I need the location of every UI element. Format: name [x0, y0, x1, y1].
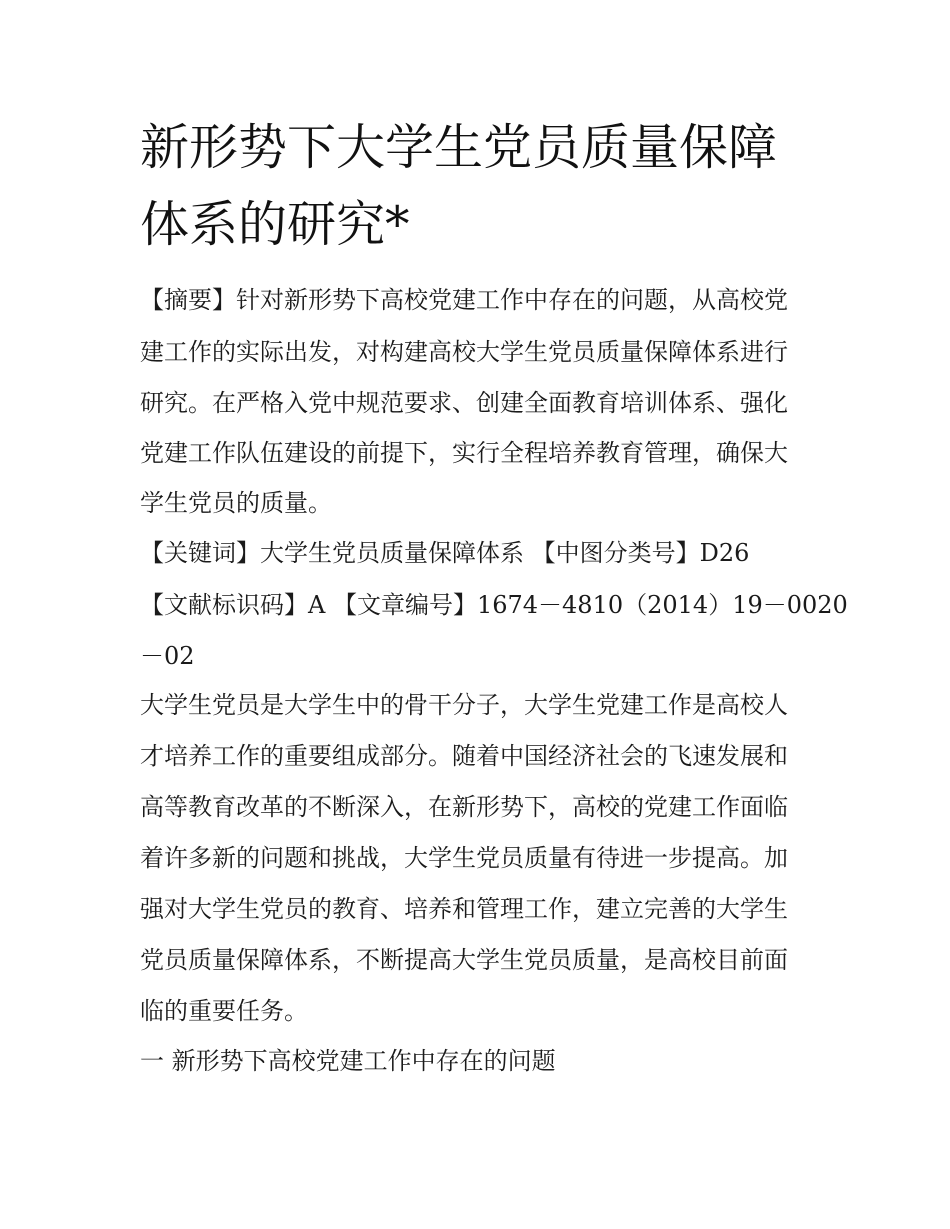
intro-line-3: 高等教育改革的不断深入，在新形势下，高校的党建工作面临 — [140, 793, 788, 821]
title-line-1: 新形势下大学生党员质量保障 — [140, 119, 778, 176]
section-heading: 一 新形势下高校党建工作中存在的问题 — [140, 1047, 556, 1075]
intro-line-2: 才培养工作的重要组成部分。随着中国经济社会的飞速发展和 — [140, 742, 788, 770]
title-line-2: 体系的研究* — [140, 196, 410, 253]
abstract-line-3: 研究。在严格入党中规范要求、创建全面教育培训体系、强化 — [140, 389, 788, 417]
abstract-line-5: 学生党员的质量。 — [140, 489, 332, 517]
intro-line-1: 大学生党员是大学生中的骨干分子，大学生党建工作是高校人 — [140, 691, 788, 719]
intro-line-6: 党员质量保障体系，不断提高大学生党员质量，是高校目前面 — [140, 946, 788, 974]
doc-code-line-2: －02 — [140, 642, 195, 670]
abstract-line-2: 建工作的实际出发，对构建高校大学生党员质量保障体系进行 — [140, 338, 788, 366]
intro-line-7: 临的重要任务。 — [140, 997, 308, 1025]
doc-code-line-1: 【文献标识码】A 【文章编号】1674－4810（2014）19－0020 — [140, 591, 848, 619]
abstract-line-4: 党建工作队伍建设的前提下，实行全程培养教育管理，确保大 — [140, 439, 788, 467]
intro-line-5: 强对大学生党员的教育、培养和管理工作，建立完善的大学生 — [140, 895, 788, 923]
keywords-line: 【关键词】大学生党员质量保障体系 【中图分类号】D26 — [140, 539, 750, 567]
abstract-line-1: 【摘要】针对新形势下高校党建工作中存在的问题，从高校党 — [140, 286, 788, 314]
intro-line-4: 着许多新的问题和挑战，大学生党员质量有待进一步提高。加 — [140, 844, 788, 872]
